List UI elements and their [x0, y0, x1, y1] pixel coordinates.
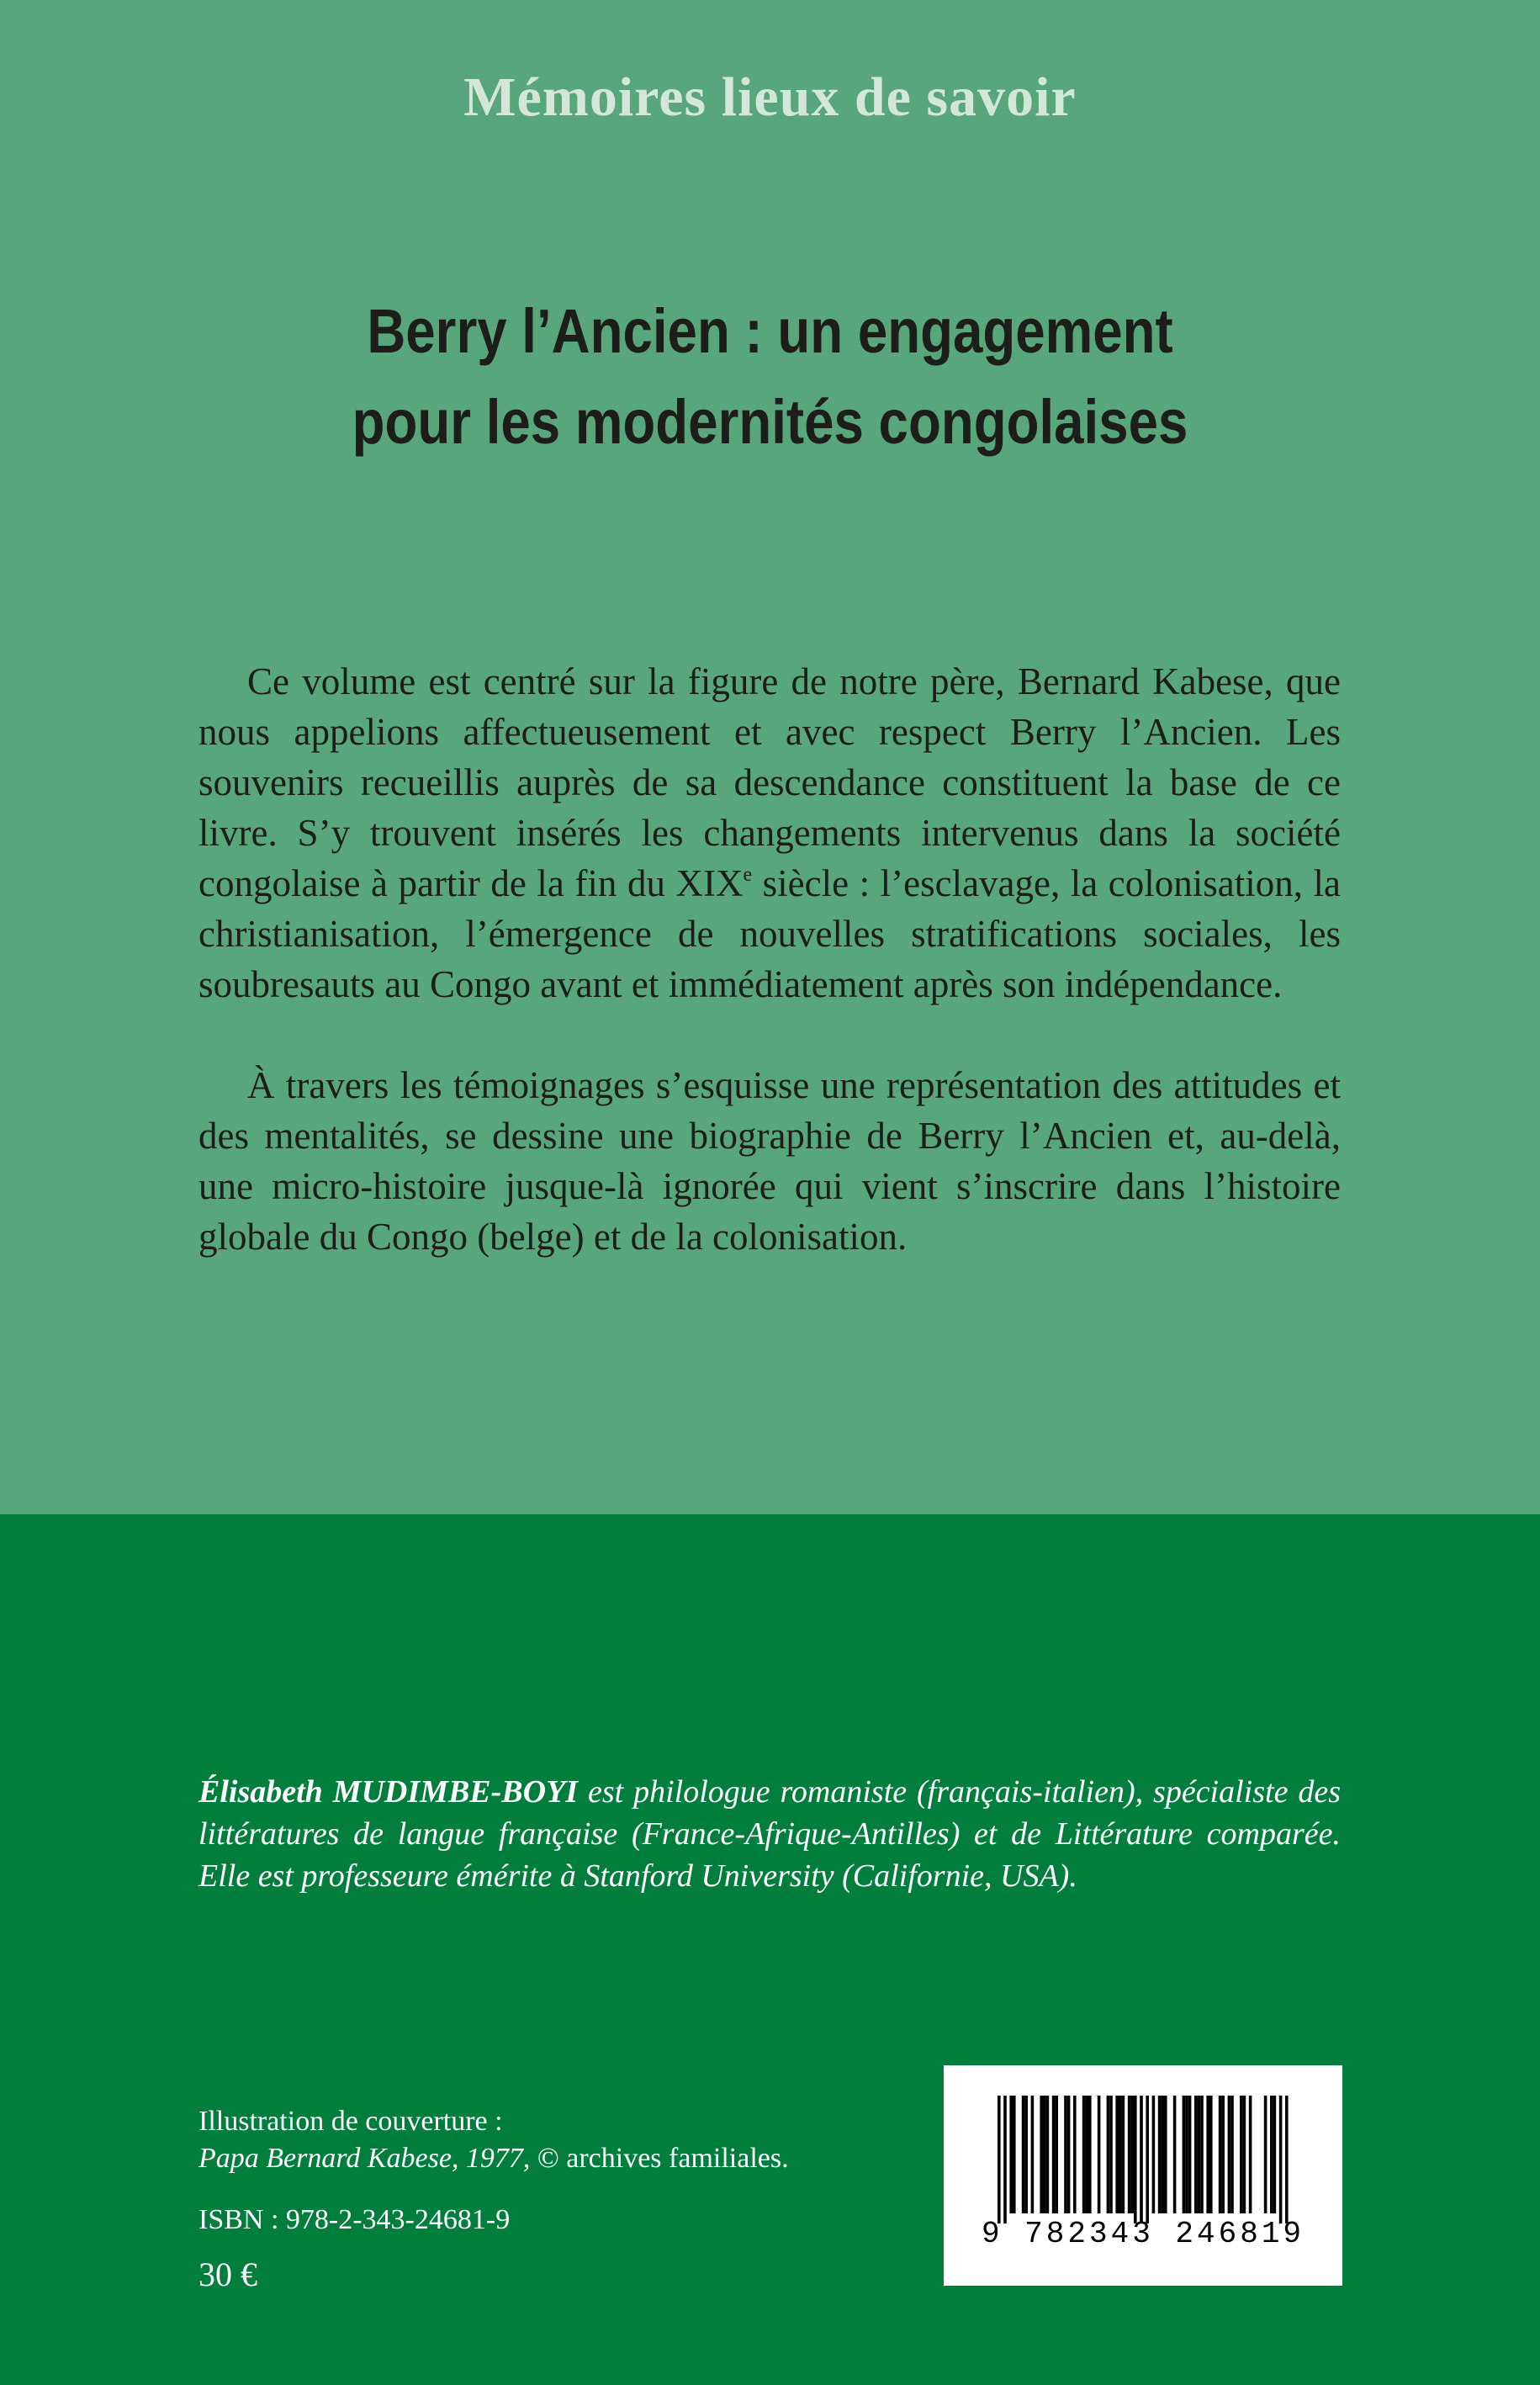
- barcode-bar: [1161, 2096, 1164, 2213]
- barcode-bar: [1064, 2096, 1067, 2213]
- barcode-bar: [1264, 2096, 1267, 2213]
- book-title-line-1: Berry l’Ancien : un engagement: [367, 296, 1173, 366]
- summary-paragraph-2: À travers les témoignages s’esquisse une représentation des attitudes et des mentalités, se dessine une biographie de Berry l’Ancien et, au-delà, une micro-histoire jusque-là ignorée qui vient s’inscrire dans l’histoire globale du Congo (belge) et de la colonisation.: [198, 1064, 1341, 1258]
- barcode-bar: [1146, 2096, 1149, 2223]
- barcode-bar: [1158, 2096, 1162, 2213]
- barcode-bar: [1206, 2096, 1209, 2213]
- barcode-bar: [1228, 2096, 1231, 2213]
- barcode-bar: [1119, 2096, 1122, 2213]
- author-bio-text: est philologue romaniste (français-italien), spécialiste des littératures de langue française (France-Afrique-Antilles) et de Littérature comparée. Elle est professeure émérite à Stanford University (Californie, USA).: [198, 1774, 1341, 1894]
- barcode-bar: [1022, 2096, 1025, 2213]
- barcode-bar: [1040, 2096, 1043, 2213]
- barcode-bar: [1285, 2096, 1289, 2223]
- credit-label: Illustration de couverture :: [198, 2106, 503, 2137]
- barcode-bar: [1140, 2096, 1143, 2223]
- superscript-e: e: [743, 864, 753, 886]
- barcode-bar: [1219, 2096, 1222, 2213]
- barcode-bar: [1067, 2096, 1071, 2213]
- barcode-bar: [1185, 2096, 1188, 2213]
- barcode-bar: [1055, 2096, 1058, 2213]
- series-title: Mémoires lieux de savoir: [463, 66, 1077, 128]
- barcode-bar: [1122, 2096, 1125, 2213]
- barcode-bar: [1003, 2096, 1007, 2223]
- barcode-bar: [1046, 2096, 1050, 2213]
- barcode-bar: [1270, 2096, 1273, 2213]
- barcode-bar: [1209, 2096, 1213, 2213]
- barcode-bar: [1073, 2096, 1077, 2213]
- barcode-bar: [1107, 2096, 1110, 2213]
- barcode-bar: [1082, 2096, 1086, 2213]
- barcode-digits: 9 782343 246819: [981, 2217, 1305, 2251]
- credit-source: © archives familiales.: [530, 2143, 789, 2174]
- barcode-bar: [1173, 2096, 1177, 2213]
- barcode: [944, 2065, 1342, 2286]
- illustration-credit: [198, 2103, 871, 2177]
- barcode-bar: [1200, 2096, 1204, 2213]
- barcode-bar: [1279, 2096, 1283, 2223]
- barcode-bar: [1188, 2096, 1192, 2213]
- barcode-bars: [944, 2065, 1342, 2286]
- barcode-bar: [1243, 2096, 1246, 2213]
- barcode-bar: [1194, 2096, 1198, 2213]
- barcode-bar: [1164, 2096, 1167, 2213]
- barcode-bar: [1221, 2096, 1225, 2213]
- barcode-bar: [1009, 2096, 1013, 2213]
- book-title-line-2: pour les modernités congolaises: [352, 387, 1188, 457]
- credit-title: Papa Bernard Kabese, 1977,: [198, 2143, 531, 2174]
- barcode-bar: [1031, 2096, 1035, 2213]
- barcode-bar: [998, 2096, 1001, 2223]
- barcode-bar: [1115, 2096, 1119, 2213]
- barcode-bar: [1249, 2096, 1252, 2213]
- barcode-bar: [1013, 2096, 1016, 2213]
- barcode-bar: [1085, 2096, 1088, 2213]
- barcode-bar: [1273, 2096, 1277, 2213]
- author-bio: [198, 1771, 1341, 1897]
- barcode-bar: [1128, 2096, 1131, 2213]
- barcode-bar: [1024, 2096, 1028, 2213]
- barcode-bar: [1098, 2096, 1101, 2213]
- barcode-bar: [1230, 2096, 1234, 2213]
- barcode-bar: [1240, 2096, 1243, 2213]
- back-cover-summary: [198, 656, 1341, 1262]
- barcode-bar: [1183, 2096, 1186, 2213]
- barcode-bar: [1052, 2096, 1056, 2213]
- summary-paragraph-1: Ce volume est centré sur la figure de notre père, Bernard Kabese, que nous appelions affectueusement et avec respect Berry l’Ancien. Les souvenirs recueillis auprès de sa descendance constituent la base de ce livre. S’y trouvent insérés les changements intervenus dans la société congolaise à partir de la fin du XIXe siècle : l’esclavage, la colonisation, la christianisation, l’émergence de nouvelles stratifications sociales, les soubresauts au Congo avant et immédiatement après son indépendance.: [198, 660, 1341, 1005]
- barcode-bar: [1134, 2096, 1137, 2223]
- book-title: [108, 286, 1432, 468]
- isbn-text: ISBN : 978-2-343-24681-9: [198, 2204, 511, 2235]
- barcode-bar: [1152, 2096, 1156, 2213]
- barcode-bar: [1088, 2096, 1092, 2213]
- barcode-bar: [1109, 2096, 1113, 2213]
- barcode-bar: [1198, 2096, 1201, 2213]
- barcode-bar: [1043, 2096, 1046, 2213]
- author-name: Élisabeth MUDIMBE-BOYI: [198, 1774, 579, 1810]
- barcode-bar: [1130, 2096, 1134, 2213]
- price-text: 30 €: [198, 2255, 257, 2293]
